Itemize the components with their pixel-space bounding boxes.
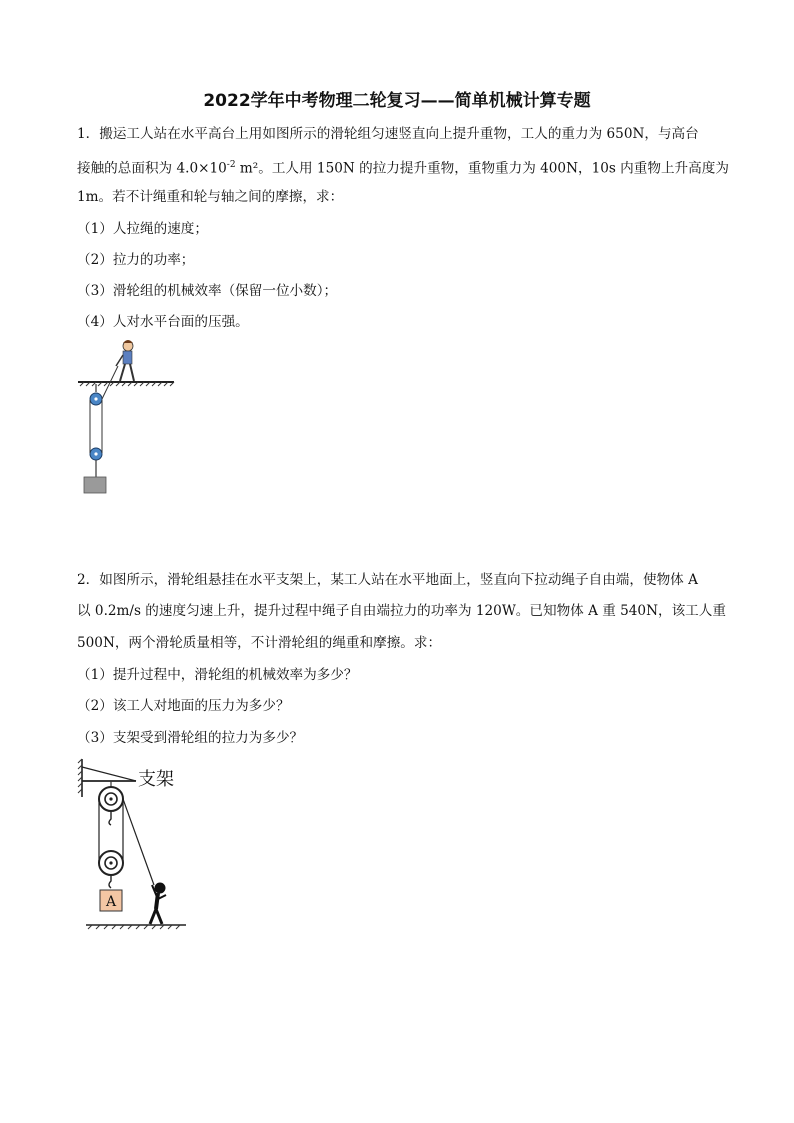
worker-figure bbox=[116, 340, 134, 381]
support-label: 支架 bbox=[138, 769, 174, 790]
q2-pulley-figure bbox=[76, 757, 226, 931]
q2-sub2: （2）该工人对地面的压力为多少？ bbox=[77, 698, 290, 714]
worker-silhouette bbox=[150, 883, 166, 924]
page-title: 2022学年中考物理二轮复习——简单机械计算专题 bbox=[203, 91, 591, 111]
q1-stem-line2-pre: 接触的总面积为 4.0×10 bbox=[77, 160, 227, 177]
q2-stem-line3: 500N，两个滑轮质量相等，不计滑轮组的绳重和摩擦。求： bbox=[77, 635, 442, 651]
load-block bbox=[84, 477, 106, 493]
q1-stem-line2-post: m²。工人用 150N 的拉力提升重物，重物重力为 400N，10s 内重物上升高度为 bbox=[235, 160, 729, 177]
q1-sub4: （4）人对水平台面的压强。 bbox=[77, 314, 249, 330]
q1-sub1: （1）人拉绳的速度； bbox=[77, 221, 208, 237]
q2-stem-line1: 2．如图所示，滑轮组悬挂在水平支架上，某工人站在水平地面上，竖直向下拉动绳子自由端，使物体 A bbox=[77, 572, 698, 588]
q1-stem-line1: 1．搬运工人站在水平高台上用如图所示的滑轮组匀速竖直向上提升重物，工人的重力为 650N，与高台 bbox=[77, 126, 699, 142]
q2-sub1: （1）提升过程中，滑轮组的机械效率为多少？ bbox=[77, 667, 358, 683]
q1-stem-line2 bbox=[77, 155, 729, 179]
q2-sub3: （3）支架受到滑轮组的拉力为多少？ bbox=[77, 730, 304, 746]
block-a-label: A bbox=[105, 894, 117, 910]
q1-pulley-figure bbox=[72, 336, 182, 498]
q2-stem-line2: 以 0.2m/s 的速度匀速上升，提升过程中绳子自由端拉力的功率为 120W。已知物体 A 重 540N，该工人重 bbox=[77, 603, 726, 619]
q1-sub2: （2）拉力的功率； bbox=[77, 252, 195, 268]
q1-stem-line2-exponent: -2 bbox=[226, 160, 236, 170]
q1-stem-line3: 1m。若不计绳重和轮与轴之间的摩擦，求： bbox=[77, 189, 344, 205]
q1-sub3: （3）滑轮组的机械效率（保留一位小数）； bbox=[77, 283, 338, 299]
